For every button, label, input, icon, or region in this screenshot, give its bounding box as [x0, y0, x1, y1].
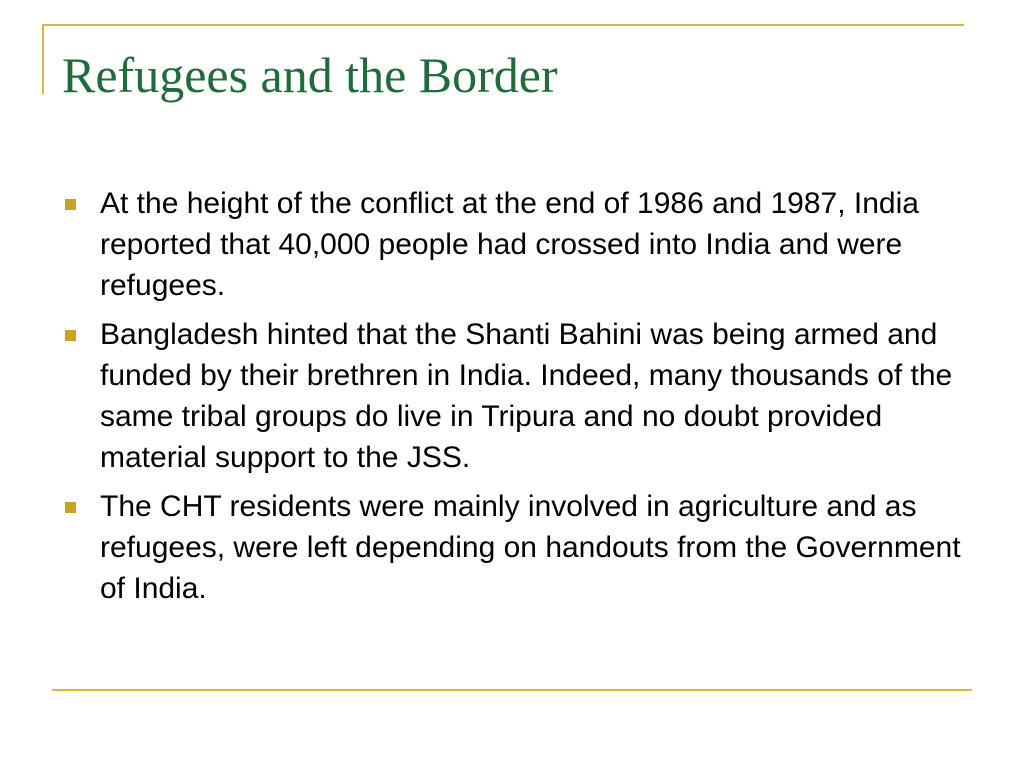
slide-title: Refugees and the Border	[62, 47, 558, 103]
bullet-item	[62, 486, 972, 609]
bullet-item	[62, 314, 972, 478]
square-bullet-icon	[65, 330, 76, 341]
square-bullet-icon	[65, 502, 76, 513]
bullet-item	[62, 183, 972, 306]
top-frame-rule	[42, 24, 964, 26]
left-frame-rule	[42, 24, 44, 94]
footer-rule	[52, 689, 972, 691]
square-bullet-icon	[65, 199, 76, 210]
bullet-text: At the height of the conflict at the end of 1986 and 1987, India reported that 40,000 people had crossed into India and were refugees.	[100, 187, 919, 302]
bullet-text: The CHT residents were mainly involved in agriculture and as refugees, were left depending on handouts from the Government of India.	[100, 490, 961, 605]
bullet-list	[62, 183, 972, 617]
bullet-text: Bangladesh hinted that the Shanti Bahini was being armed and funded by their brethren in India. Indeed, many thousands of the same tribal groups do live in Tripura and no doubt provided material support to the JSS.	[100, 318, 953, 474]
